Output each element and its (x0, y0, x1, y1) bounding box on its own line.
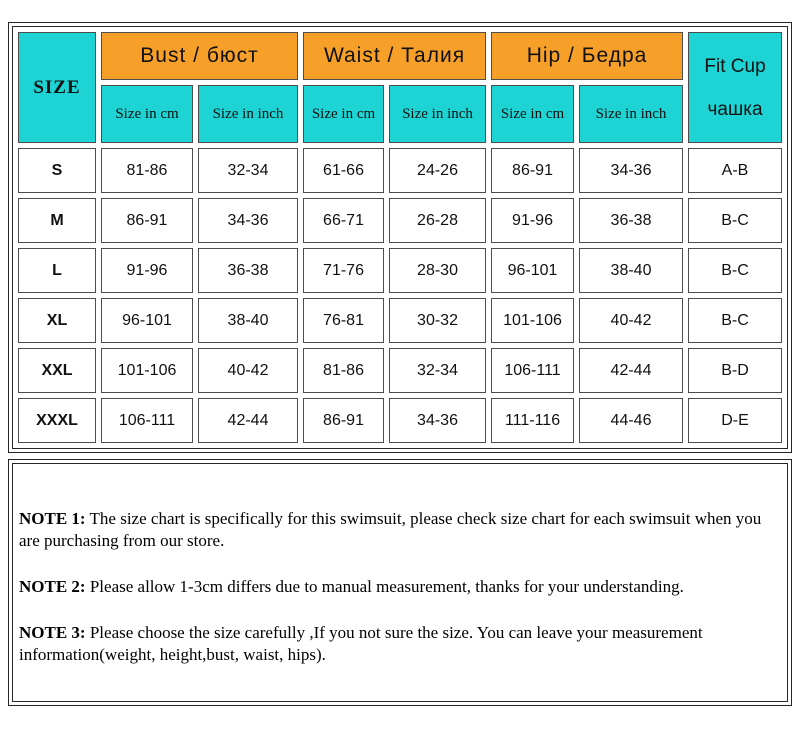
notes-box (12, 463, 788, 702)
note-2-label: NOTE 2: (19, 577, 86, 597)
size-label: L (18, 248, 96, 293)
hip-inch-cell: 38-40 (579, 248, 683, 293)
table-row-xxxl (18, 398, 782, 443)
column-group-header-waist: Waist / Талия (303, 32, 486, 80)
notes-frame (8, 459, 792, 706)
bust-inch-cell: 42-44 (198, 398, 298, 443)
note-3-text: Please choose the size carefully ,If you not sure the size. You can leave your measurement information(weight, height,bust, waist, hips). (19, 623, 703, 665)
size-label: M (18, 198, 96, 243)
fit-cup-cell: B-C (688, 298, 782, 343)
fit-cup-header-line2: чашка (707, 98, 763, 120)
hip-cm-cell: 101-106 (491, 298, 574, 343)
bust-cm-cell: 101-106 (101, 348, 193, 393)
size-label: XXXL (18, 398, 96, 443)
waist-inch-cell: 24-26 (389, 148, 486, 193)
waist-cm-cell: 66-71 (303, 198, 384, 243)
waist-inch-cell: 28-30 (389, 248, 486, 293)
fit-cup-header (688, 32, 782, 143)
subheader-hip-cm: Size in cm (491, 85, 574, 143)
size-label: XXL (18, 348, 96, 393)
note-3-label: NOTE 3: (19, 623, 86, 643)
bust-cm-cell: 91-96 (101, 248, 193, 293)
subheader-waist-inch: Size in inch (389, 85, 486, 143)
hip-cm-cell: 86-91 (491, 148, 574, 193)
table-row-xxl (18, 348, 782, 393)
bust-cm-cell: 86-91 (101, 198, 193, 243)
bust-inch-cell: 36-38 (198, 248, 298, 293)
table-row-m (18, 198, 782, 243)
fit-cup-cell: A-B (688, 148, 782, 193)
table-row-l (18, 248, 782, 293)
hip-inch-cell: 44-46 (579, 398, 683, 443)
hip-inch-cell: 36-38 (579, 198, 683, 243)
waist-cm-cell: 61-66 (303, 148, 384, 193)
size-label: XL (18, 298, 96, 343)
fit-cup-cell: B-C (688, 198, 782, 243)
bust-inch-cell: 34-36 (198, 198, 298, 243)
fit-cup-header-line1: Fit Cup (704, 55, 766, 77)
bust-inch-cell: 32-34 (198, 148, 298, 193)
size-label: S (18, 148, 96, 193)
bust-cm-cell: 96-101 (101, 298, 193, 343)
header-row-groups (18, 32, 782, 80)
waist-inch-cell: 34-36 (389, 398, 486, 443)
waist-inch-cell: 30-32 (389, 298, 486, 343)
note-1-label: NOTE 1: (19, 509, 86, 528)
note-2-text: Please allow 1-3cm differs due to manual measurement, thanks for your understanding. (85, 577, 684, 597)
size-chart-frame (8, 22, 792, 453)
note-1 (19, 508, 771, 552)
bust-cm-cell: 106-111 (101, 398, 193, 443)
waist-cm-cell: 86-91 (303, 398, 384, 443)
waist-cm-cell: 76-81 (303, 298, 384, 343)
fit-cup-cell: B-D (688, 348, 782, 393)
subheader-bust-cm: Size in cm (101, 85, 193, 143)
waist-inch-cell: 26-28 (389, 198, 486, 243)
waist-inch-cell: 32-34 (389, 348, 486, 393)
hip-cm-cell: 106-111 (491, 348, 574, 393)
note-2 (19, 576, 771, 598)
waist-cm-cell: 71-76 (303, 248, 384, 293)
hip-inch-cell: 40-42 (579, 298, 683, 343)
fit-cup-cell: D-E (688, 398, 782, 443)
subheader-waist-cm: Size in cm (303, 85, 384, 143)
hip-cm-cell: 91-96 (491, 198, 574, 243)
size-chart-frame-inner (12, 26, 788, 449)
hip-cm-cell: 111-116 (491, 398, 574, 443)
note-1-text: The size chart is specifically for this swimsuit, please check size chart for each swimsuit when you are purchasing from our store. (19, 509, 762, 551)
bust-inch-cell: 38-40 (198, 298, 298, 343)
fit-cup-cell: B-C (688, 248, 782, 293)
column-group-header-bust: Bust / бюст (101, 32, 298, 80)
subheader-bust-inch: Size in inch (198, 85, 298, 143)
hip-inch-cell: 34-36 (579, 148, 683, 193)
hip-inch-cell: 42-44 (579, 348, 683, 393)
waist-cm-cell: 81-86 (303, 348, 384, 393)
subheader-hip-inch: Size in inch (579, 85, 683, 143)
hip-cm-cell: 96-101 (491, 248, 574, 293)
column-group-header-hip: Hip / Бедра (491, 32, 683, 80)
size-chart-table (13, 27, 787, 448)
bust-inch-cell: 40-42 (198, 348, 298, 393)
size-corner-header: SIZE (18, 32, 96, 143)
bust-cm-cell: 81-86 (101, 148, 193, 193)
table-row-xl (18, 298, 782, 343)
header-row-units (18, 85, 782, 143)
note-3 (19, 622, 771, 666)
table-row-s (18, 148, 782, 193)
